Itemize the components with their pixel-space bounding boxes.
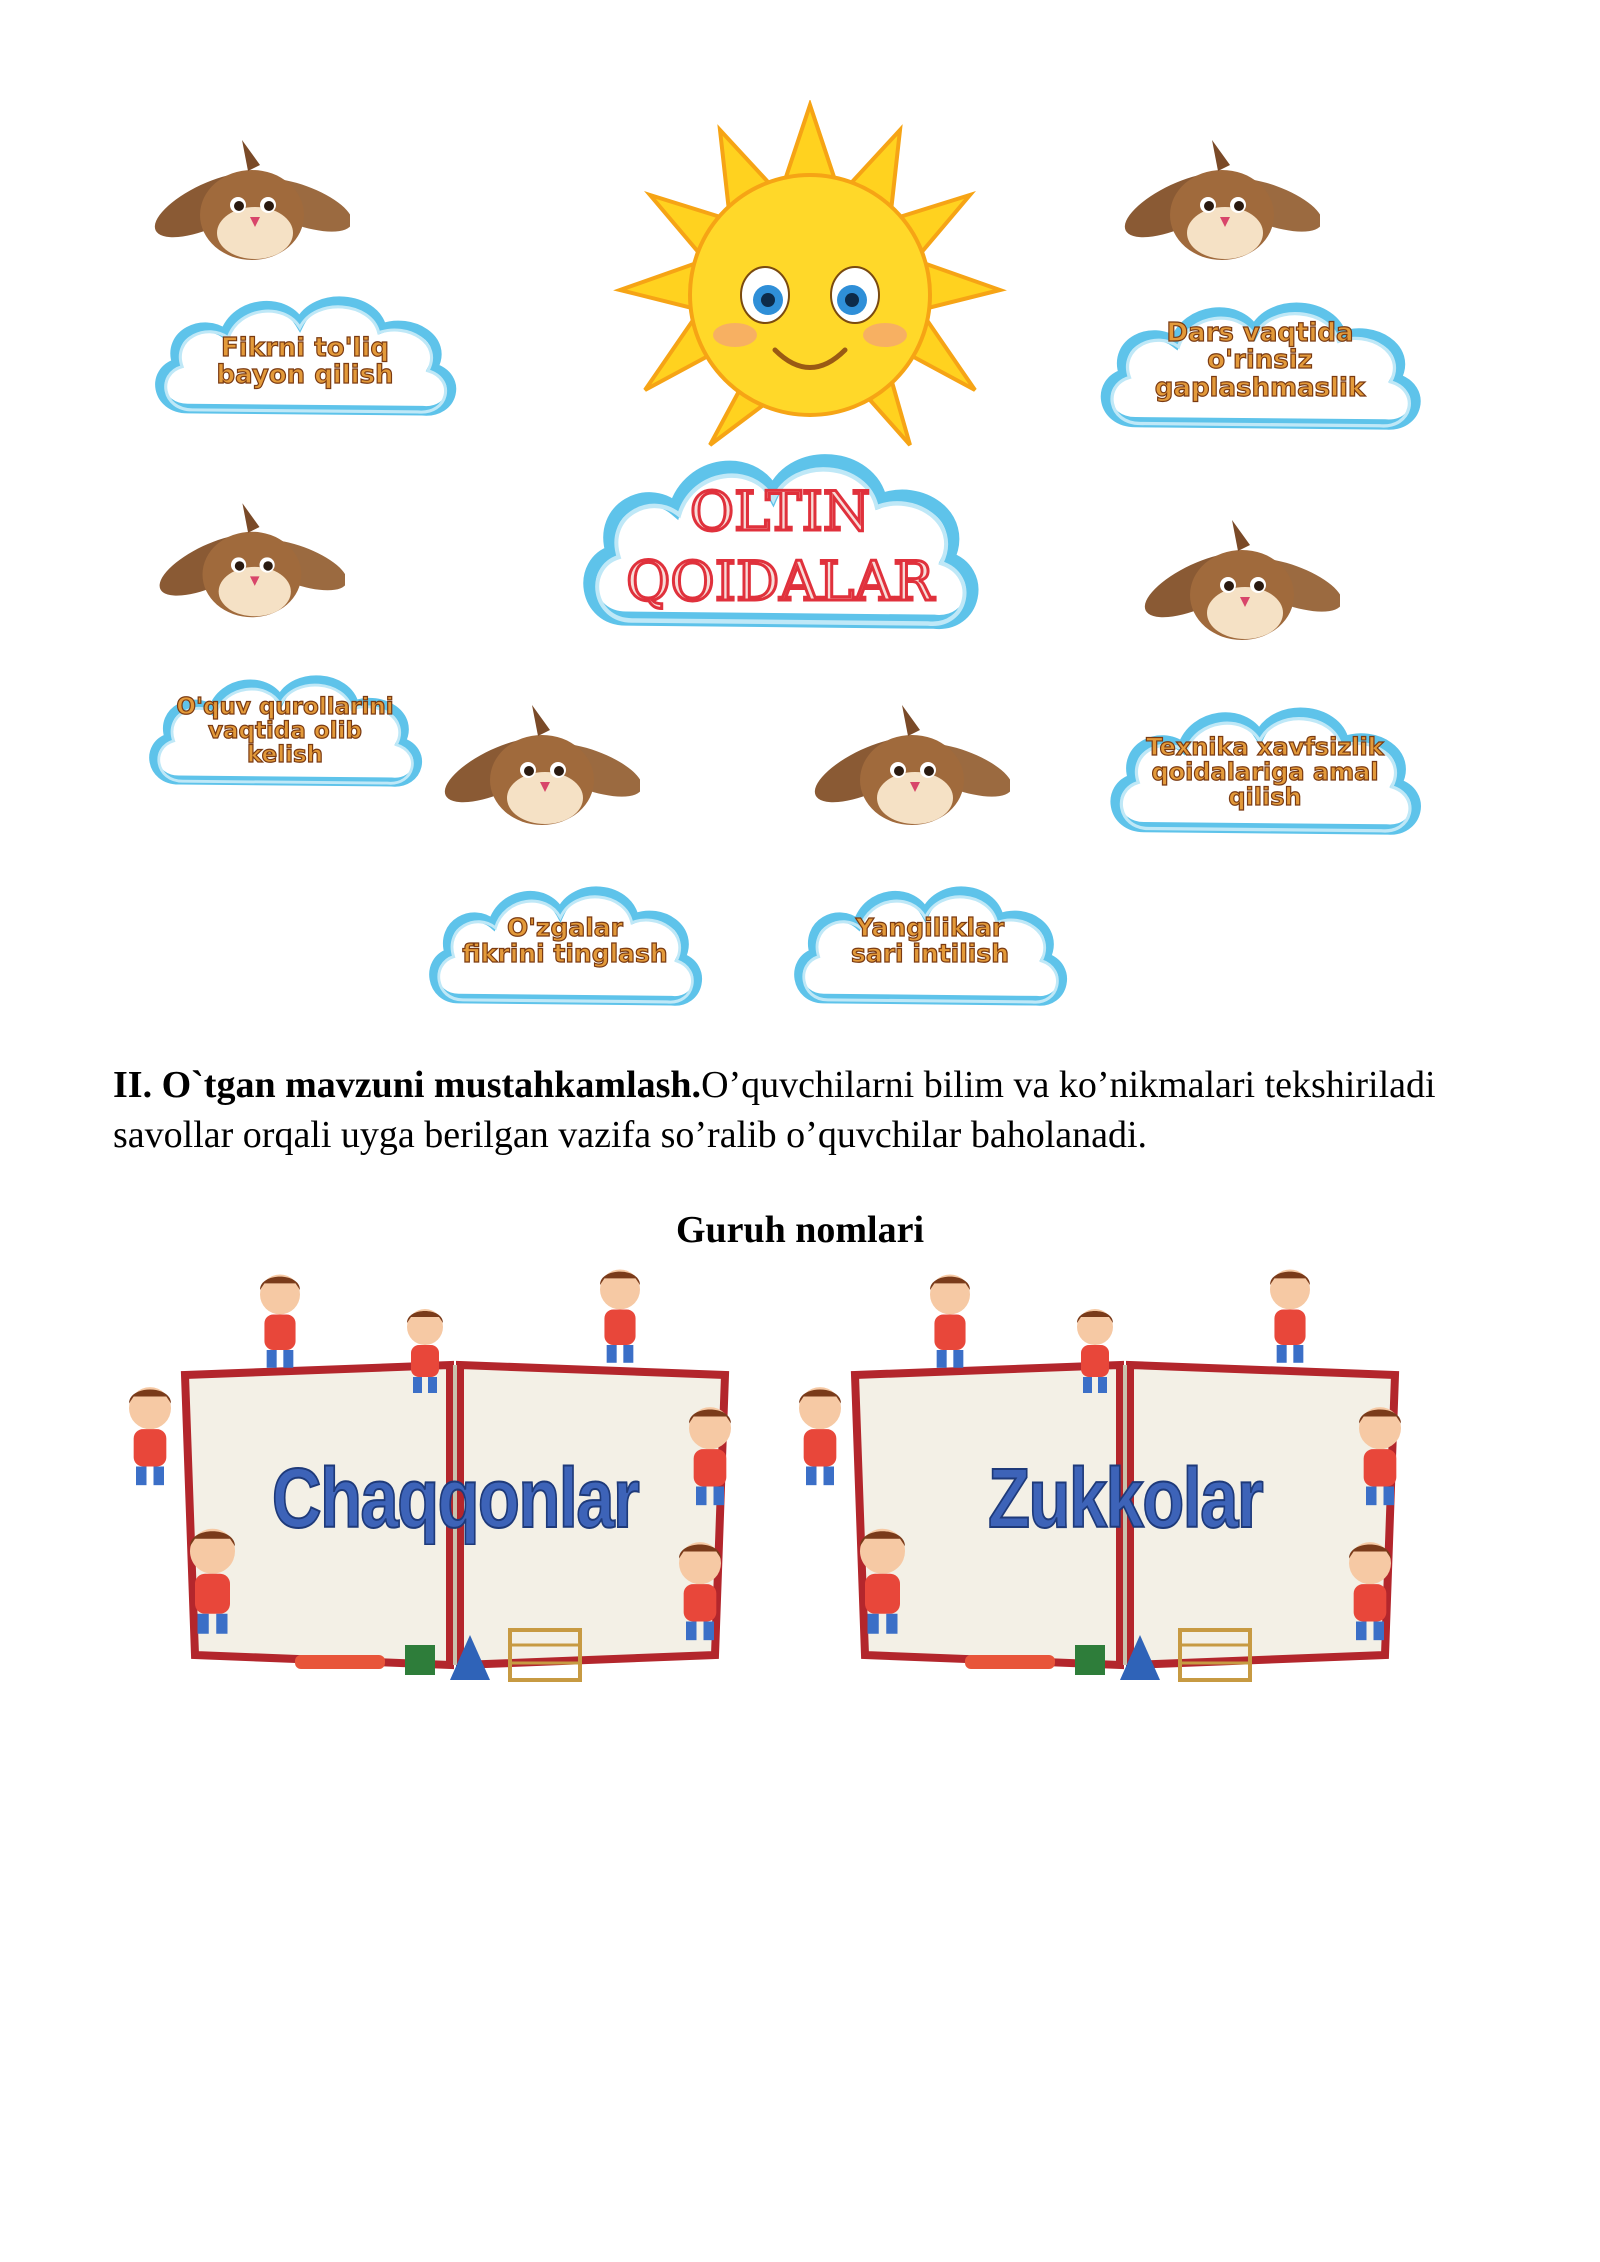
school-supplies-illustration	[295, 1625, 625, 1695]
kid-illustration	[665, 1535, 735, 1645]
bird-illustration	[1140, 500, 1340, 670]
section-body: O’quvchilarni bilim va ko’nikmalari tekshiriladi savollar orqali uyga berilgan vazifa so’ralib o’quvchilar baholanadi.	[113, 1064, 1436, 1156]
kid-illustration	[675, 1400, 745, 1510]
kid-illustration	[785, 1380, 855, 1490]
rule-4-text: Texnika xavfsizlik qoidalariga amal qilish	[1146, 733, 1384, 812]
bird-illustration	[155, 480, 345, 650]
poster-title-line1: OLTIN	[689, 480, 871, 543]
kid-illustration	[395, 1305, 455, 1395]
kid-illustration	[1255, 1265, 1325, 1365]
bird-illustration	[150, 120, 350, 290]
group-card-zukkolar	[785, 1265, 1450, 1735]
group-name: Chaqqonlar	[271, 1451, 639, 1545]
group-name: Zukkolar	[988, 1451, 1262, 1545]
kid-illustration	[245, 1270, 315, 1370]
kid-illustration	[1065, 1305, 1125, 1395]
rule-2-text: Dars vaqtida o'rinsiz gaplashmaslik	[1154, 318, 1366, 403]
kid-illustration	[1335, 1535, 1405, 1645]
section-paragraph	[113, 1060, 1483, 1160]
section-heading: II. O`tgan mavzuni mustahkamlash.	[113, 1064, 702, 1106]
rule-6-text: Yangiliklar sari intilish	[850, 913, 1010, 969]
bird-illustration	[810, 680, 1010, 860]
poster-title-line2: QOIDALAR	[626, 550, 934, 613]
groups-title: Guruh nomlari	[675, 1209, 925, 1251]
kid-illustration	[585, 1265, 655, 1365]
group-card-chaqqonlar	[115, 1265, 780, 1735]
rule-5-text: O'zgalar fikrini tinglash	[462, 913, 668, 969]
school-supplies-illustration	[965, 1625, 1295, 1695]
rule-1-text: Fikrni to'liq bayon qilish	[216, 333, 394, 391]
bird-illustration	[1120, 120, 1320, 290]
golden-rules-poster	[130, 100, 1450, 1030]
kid-illustration	[1345, 1400, 1415, 1510]
kid-illustration	[115, 1380, 185, 1490]
rule-3-text: O'quv qurollarini vaqtida olib kelish	[176, 694, 394, 769]
kid-illustration	[915, 1270, 985, 1370]
bird-illustration	[440, 680, 640, 860]
